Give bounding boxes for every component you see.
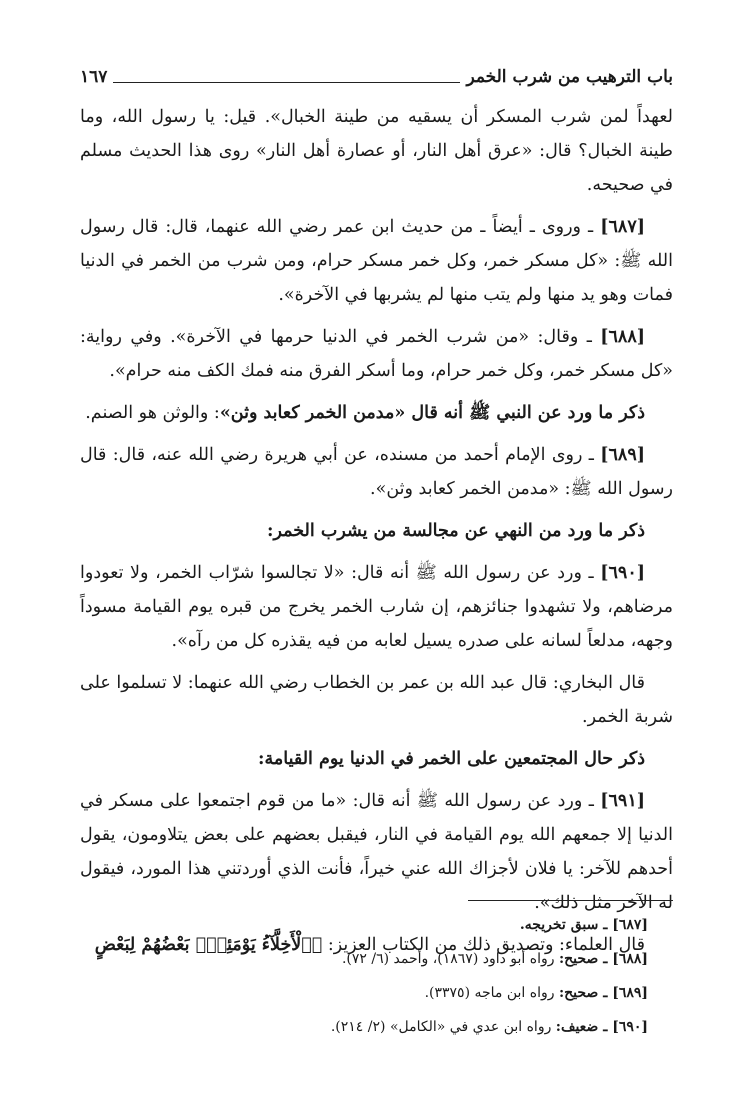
quran-verse: ﴿ٱلْأَخِلَّآءُ يَوْمَئِذٍۭ بَعْضُهُمْ لِبَعْضٍ bbox=[94, 935, 323, 955]
footnote-divider bbox=[468, 900, 673, 901]
page-number: ١٦٧ bbox=[80, 67, 108, 87]
footnote-687 bbox=[80, 908, 648, 942]
hadith-text: ـ ورد عن رسول الله ﷺ أنه قال: «لا تجالسوا شرّاب الخمر، ولا تعودوا مرضاهم، ولا تشهدوا جنائزهم، إن شارب الخمر يخرج من قبره يوم القيامة مسوداً وجهه، مدلعاً لسانه على صدره يسيل لعابه من فيه يقذره كل من رآه». bbox=[80, 563, 673, 651]
section-heading-2: ذكر ما ورد من النهي عن مجالسة من يشرب الخمر: bbox=[267, 521, 645, 541]
footnote-grade: ـ سبق تخريجه. bbox=[519, 917, 613, 933]
footnote-grade: ـ صحيح: bbox=[558, 951, 613, 967]
chapter-title: باب الترهيب من شرب الخمر bbox=[466, 67, 673, 87]
footnote-number: [٦٨٧] bbox=[612, 917, 648, 933]
hadith-689 bbox=[80, 438, 673, 506]
running-header bbox=[80, 58, 673, 86]
hadith-687 bbox=[80, 210, 673, 312]
footnote-text: رواه أبو داود (١٨٦٧)، وأحمد (٦/ ٧٢). bbox=[341, 951, 559, 967]
header-rule bbox=[113, 82, 460, 83]
footnote-690 bbox=[80, 1010, 648, 1044]
footnotes bbox=[80, 908, 648, 1044]
hadith-text: ـ وروى ـ أيضاً ـ من حديث ابن عمر رضي الله عنهما، قال: قال رسول الله ﷺ: «كل مسكر خمر، وكل خمر مسكر حرام، ومن شرب من الخمر في الدنيا فمات وهو يد منها ولم يتب منها لم يشربها في الآخرة». bbox=[80, 217, 673, 305]
main-text bbox=[80, 100, 673, 970]
footnote-689 bbox=[80, 976, 648, 1010]
footnote-number: [٦٨٨] bbox=[612, 951, 648, 967]
hadith-text: ـ وقال: «من شرب الخمر في الدنيا حرمها في الآخرة». وفي رواية: «كل مسكر خمر، وكل خمر حرام، وما أسكر الفرق منه فمك الكف منه حرام». bbox=[80, 327, 673, 381]
bukhari-quote: قال البخاري: قال عبد الله بن عمر بن الخطاب رضي الله عنهما: لا تسلموا على شربة الخمر. bbox=[80, 673, 673, 727]
hadith-number: [٦٩١] bbox=[600, 791, 645, 811]
footnote-number: [٦٨٩] bbox=[612, 985, 648, 1001]
heading-bold: ذكر ما ورد عن النبي ﷺ أنه قال «مدمن الخمر كعابد وثن» bbox=[219, 403, 645, 423]
footnote-688 bbox=[80, 942, 648, 976]
hadith-text: ـ روى الإمام أحمد من مسنده، عن أبي هريرة رضي الله عنه، قال: قال رسول الله ﷺ: «مدمن الخمر كعابد وثن». bbox=[80, 445, 673, 499]
footnote-grade: ـ صحيح: bbox=[558, 985, 613, 1001]
footnote-grade: ـ ضعيف: bbox=[555, 1019, 613, 1035]
ulama-text: قال العلماء: وتصديق ذلك من الكتاب العزيز: bbox=[322, 935, 645, 955]
section-heading-3: ذكر حال المجتمعين على الخمر في الدنيا يوم القيامة: bbox=[258, 749, 645, 769]
hadith-text: ـ ورد عن رسول الله ﷺ أنه قال: «ما من قوم اجتمعوا على مسكر في الدنيا إلا جمعهم الله يوم القيامة في النار، فيقبل بعضهم على بعض يتلاومون، يقول أحدهم للآخر: يا فلان لأجزاك الله عني خيراً، فأنت الذي أوردتني هذا المورد، فيقول له الآخر مثل ذلك». bbox=[80, 791, 673, 913]
footnote-number: [٦٩٠] bbox=[612, 1019, 648, 1035]
footnote-text: رواه ابن ماجه (٣٣٧٥). bbox=[424, 985, 559, 1001]
hadith-number: [٦٨٧] bbox=[600, 217, 645, 237]
hadith-690 bbox=[80, 556, 673, 658]
section-heading-1 bbox=[80, 396, 673, 430]
footnote-text: رواه ابن عدي في «الكامل» (٢/ ٢١٤). bbox=[330, 1019, 556, 1035]
heading-suffix: : والوثن هو الصنم. bbox=[85, 403, 220, 423]
hadith-number: [٦٨٨] bbox=[600, 327, 645, 347]
hadith-688 bbox=[80, 320, 673, 388]
hadith-number: [٦٩٠] bbox=[600, 563, 645, 583]
paragraph-continuation: لعهداً لمن شرب المسكر أن يسقيه من طينة الخبال». قيل: يا رسول الله، وما طينة الخبال؟ قال: «عرق أهل النار، أو عصارة أهل النار» روى هذا الحديث مسلم في صحيحه. bbox=[80, 107, 673, 195]
hadith-number: [٦٨٩] bbox=[600, 445, 645, 465]
